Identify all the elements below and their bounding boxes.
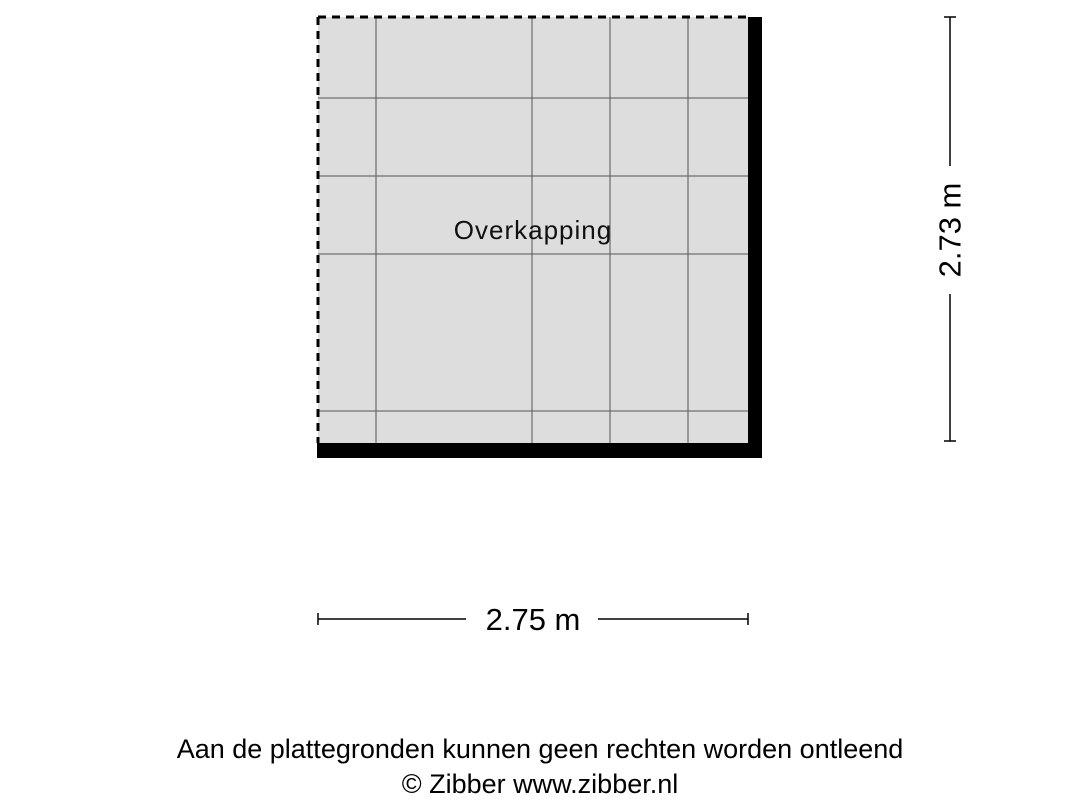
copyright-text: © Zibber www.zibber.nl	[401, 769, 679, 799]
wall-right	[748, 17, 762, 458]
wall-bottom	[317, 443, 762, 458]
disclaimer-text: Aan de plattegronden kunnen geen rechten worden ontleend	[176, 734, 904, 764]
width-dimension-label: 2.75 m	[485, 602, 581, 637]
height-dimension-label: 2.73 m	[932, 182, 968, 278]
room-label: Overkapping	[453, 215, 613, 245]
